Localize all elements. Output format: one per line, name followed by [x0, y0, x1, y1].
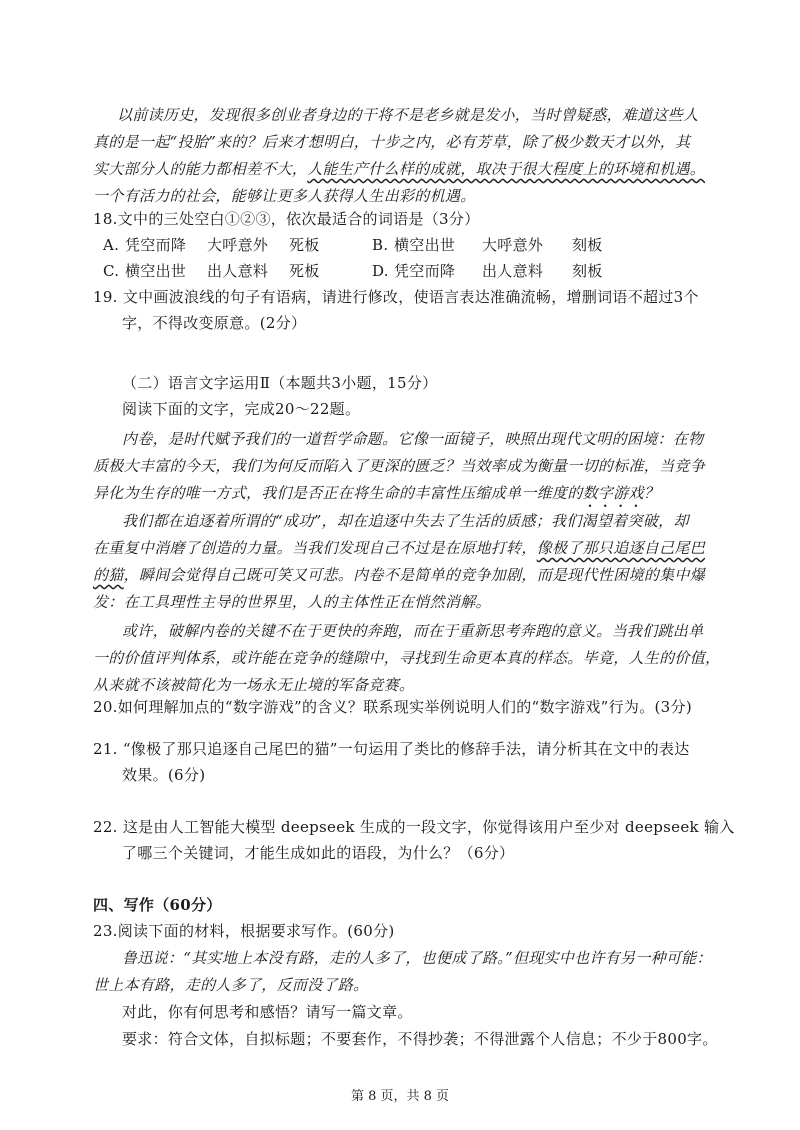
q18-stem: 18.文中的三处空白①②③，依次最适合的词语是（3分）	[93, 210, 480, 228]
option-letter: D.	[372, 262, 389, 280]
q23-material-line-2: 世上本有路，走的人多了，反而没了路。	[93, 976, 369, 994]
passage2-p1-line-1: 内卷，是时代赋予我们的一道哲学命题。它像一面镜子，映照出现代文明的困境：在物	[122, 430, 704, 448]
passage2-p1-line-3c: ？	[643, 484, 660, 502]
passage1-line-1: 以前读历史，发现很多创业者身边的干将不是老乡就是发小，当时曾疑惑，难道这些人	[117, 106, 699, 124]
option-word-3: 刻板	[572, 236, 603, 254]
option-word-2: 大呼意外	[207, 236, 269, 254]
option-letter: B.	[372, 236, 389, 254]
wavy-underlined-sentence: 人能生产什么样的成就，取决于很大程度上的环境和机遇。	[307, 160, 706, 178]
q18-option-d	[372, 260, 603, 282]
option-letter: C.	[103, 262, 120, 280]
section-2-title: （二）语言文字运用Ⅱ（本题共3小题，15分）	[122, 374, 438, 392]
page-number-footer: 第 8 页，共 8 页	[350, 1089, 450, 1104]
passage2-p3-line-2: 一的价值评判体系，或许能在竞争的缝隙中，寻找到生命更本真的样态。毕竟，人生的价值，	[93, 649, 721, 667]
passage1-line-4: 一个有活力的社会，能够让更多人获得人生出彩的机遇。	[93, 187, 476, 205]
q19-line-2: 字，不得改变原意。(2分）	[122, 314, 307, 332]
q18-option-c	[103, 260, 320, 282]
passage1-line-3a: 实大部分人的能力都相差不大，	[93, 160, 308, 178]
passage1-line-2: 真的是一起“投胎”来的？后来才想明白，十步之内，必有芳草，除了极少数天才以外，其	[93, 133, 691, 151]
q23-stem: 23.阅读下面的材料，根据要求写作。(60分)	[93, 922, 395, 940]
passage2-p2-line-3b: ，瞬间会觉得自己既可笑又可悲。内卷不是简单的竞争加剧，而是现代性困境的集中爆	[123, 566, 706, 584]
option-word-3: 死板	[289, 236, 320, 254]
dotted-phrase: 数字游戏	[582, 484, 644, 502]
passage2-p1-line-3	[93, 482, 659, 511]
q20-text: 20.如何理解加点的“数字游戏”的含义？联系现实举例说明人们的“数字游戏”行为。(3分)	[93, 698, 692, 716]
option-word-3: 死板	[289, 262, 320, 280]
q18-option-b	[372, 234, 603, 256]
q23-prompt: 对此，你有何思考和感悟？请写一篇文章。	[122, 1003, 413, 1021]
q21-line-2: 效果。(6分)	[122, 766, 206, 784]
q18-option-a	[103, 234, 320, 256]
q23-material-line-1: 鲁迅说：“其实地上本没有路，走的人多了，也便成了路。”但现实中也许有另一种可能：	[122, 949, 712, 967]
q23-requirements: 要求：符合文体，自拟标题；不要套作，不得抄袭；不得泄露个人信息；不少于800字。	[122, 1030, 718, 1048]
q22-line-1: 22. 这是由人工智能大模型 deepseek 生成的一段文字，你觉得该用户至少对 deepseek 输入	[93, 818, 735, 836]
passage2-p3-line-3: 从来就不该被简化为一场永无止境的军备竞赛。	[93, 676, 415, 694]
wavy-underlined-phrase-1: 像极了那只追逐自己尾巴	[536, 539, 706, 557]
passage2-p2-line-2a: 在重复中消磨了创造的力量。当我们发现自己不过是在原地打转，	[93, 539, 537, 557]
option-word-1: 横空出世	[394, 236, 456, 254]
option-word-3: 刻板	[572, 262, 603, 280]
section-4-title: 四、写作（60分）	[93, 896, 222, 914]
q21-line-1: 21. “像极了那只追逐自己尾巴的猫”一句运用了类比的修辞手法，请分析其在文中的表达	[93, 740, 690, 758]
section-2-instruction: 阅读下面的文字，完成20～22题。	[122, 400, 361, 418]
passage1-line-3	[93, 158, 705, 180]
passage2-p2-line-2	[93, 537, 705, 559]
option-word-1: 凭空而降	[394, 262, 456, 280]
option-word-1: 横空出世	[125, 262, 187, 280]
option-word-2: 出人意料	[482, 262, 544, 280]
passage2-p2-line-4: 发：在工具理性主导的世界里，人的主体性正在悄然消解。	[93, 593, 491, 611]
passage2-p2-line-3	[93, 564, 705, 586]
option-word-2: 出人意料	[207, 262, 269, 280]
passage2-p3-line-1: 或许，破解内卷的关键不在于更快的奔跑，而在于重新思考奔跑的意义。当我们跳出单	[122, 622, 704, 640]
passage2-p1-line-3a: 异化为生存的唯一方式，我们是否正在将生命的丰富性压缩成单一维度的	[93, 484, 583, 502]
passage2-p2-line-1: 我们都在追逐着所谓的“成功”，却在追逐中失去了生活的质感；我们渴望着突破，却	[122, 512, 689, 530]
passage2-p1-line-2: 质极大丰富的今天，我们为何反而陷入了更深的匮乏？当效率成为衡量一切的标准，当竞争	[93, 457, 706, 475]
q19-line-1: 19. 文中画波浪线的句子有语病，请进行修改，使语言表达准确流畅，增删词语不超过3个	[93, 288, 699, 306]
option-letter: A.	[103, 236, 120, 254]
option-word-2: 大呼意外	[482, 236, 544, 254]
q22-line-2: 了哪三个关键词，才能生成如此的语段，为什么？（6分）	[122, 844, 515, 862]
option-word-1: 凭空而降	[125, 236, 187, 254]
wavy-underlined-phrase-2: 的猫	[93, 566, 124, 584]
